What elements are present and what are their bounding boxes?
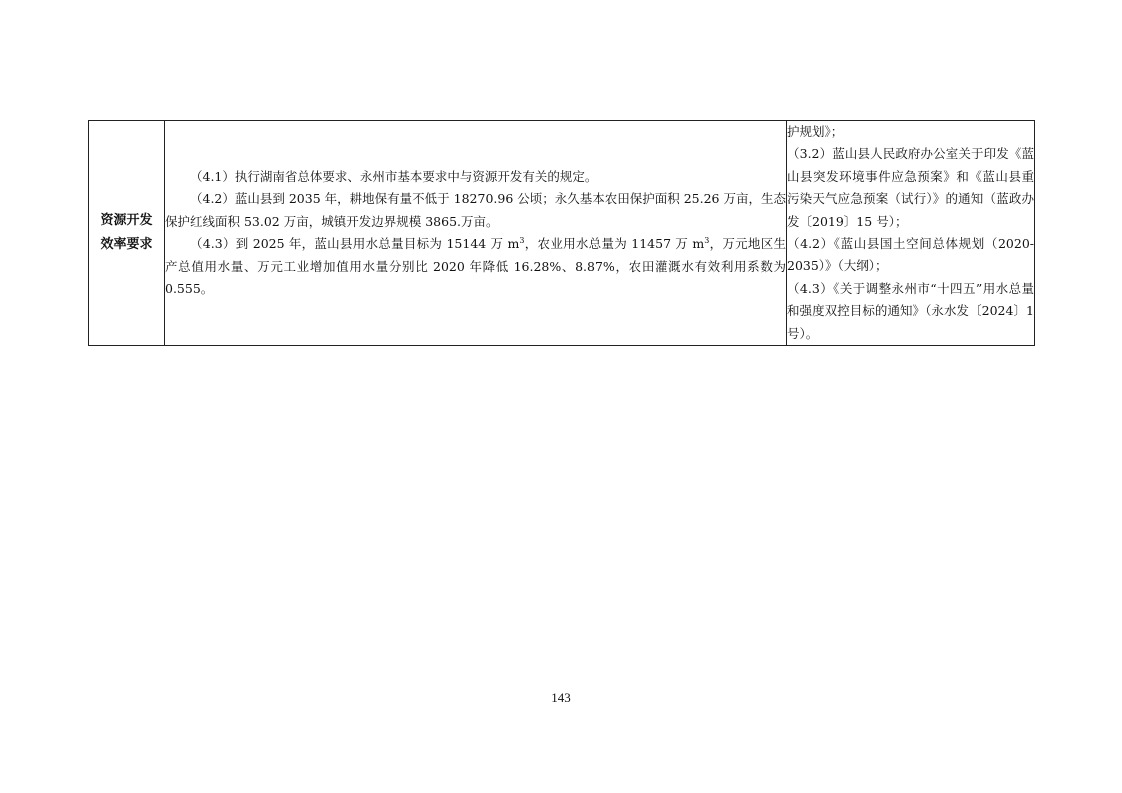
basis-item: （3.2）蓝山县人民政府办公室关于印发《蓝山县突发环境事件应急预案》和《蓝山县重污染天气应急预案（试行）》的通知（蓝政办发〔2019〕15 号）； xyxy=(787,146,1034,229)
page-number: 143 xyxy=(551,690,571,705)
requirement-4-3-part3: ，万元地区生产总值用水量、万元工业增加值用水量分别比 2020 年降低 16.28%、8.87%，农田灌溉水有效利用系数为 0.555。 xyxy=(165,236,786,297)
category-line-1: 资源开发 xyxy=(100,213,153,229)
requirement-4-3-part2: ，农业用水总量为 11457 万 m xyxy=(524,236,705,252)
requirement-4-1: （4.1）执行湖南省总体要求、永州市基本要求中与资源开发有关的规定。 xyxy=(190,168,598,184)
basis-item: 护规划》； xyxy=(787,124,844,139)
table-row xyxy=(89,121,1035,346)
superscript-3: 3 xyxy=(519,235,525,245)
basis-item: （4.2）《蓝山县国土空间总体规划（2020-2035）》（大纲）； xyxy=(787,236,1034,274)
requirement-4-3-part1: （4.3）到 2025 年，蓝山县用水总量目标为 15144 万 m xyxy=(190,236,520,252)
category-line-2: 效率要求 xyxy=(100,237,153,253)
requirement-4-2: （4.2）蓝山县到 2035 年，耕地保有量不低于 18270.96 公顷；永久基本农田保护面积 25.26 万亩，生态保护红线面积 53.02 万亩，城镇开发边界规模 3865.万亩。 xyxy=(165,191,786,229)
basis-item: （4.3）《关于调整永州市“十四五”用水总量和强度双控目标的通知》（永水发〔2024〕1 号）。 xyxy=(787,280,1034,341)
category-cell xyxy=(89,121,165,346)
regulation-table xyxy=(88,120,1035,346)
basis-cell xyxy=(787,121,1035,346)
superscript-3: 3 xyxy=(704,235,710,245)
requirements-cell xyxy=(165,121,787,346)
requirement-4-3 xyxy=(165,233,786,301)
